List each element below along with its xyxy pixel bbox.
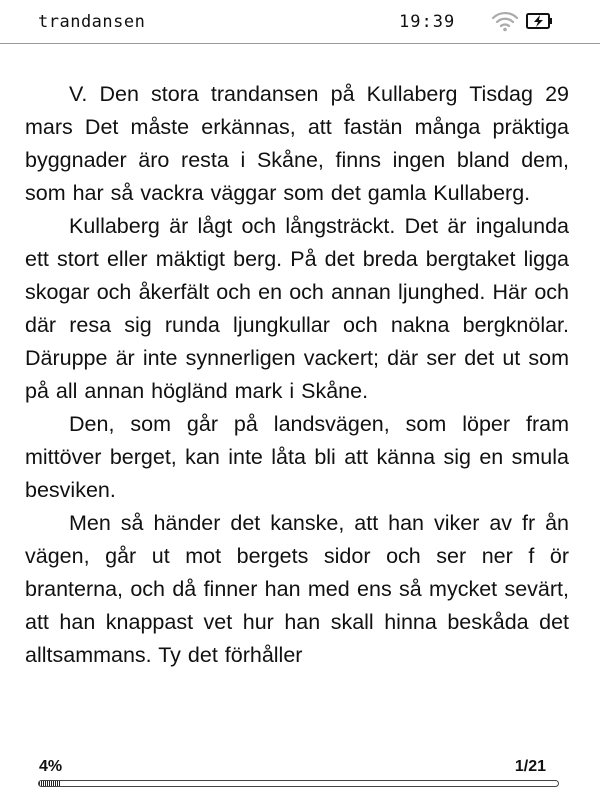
paragraph: Den, som går på landsvägen, som löper fram mittöver berget, kan inte låta bli att känna sig en smula besviken. bbox=[25, 412, 569, 502]
status-bar bbox=[0, 0, 600, 44]
reading-progress-percent: 4% bbox=[39, 758, 63, 775]
paragraph: Men så händer det kanske, att han viker av fr ån vägen, går ut mot bergets sidor och ser ner f ör branterna, och då finner han med ens så mycket sevärt, att han knappast vet hur han skall hinna beskåda det alltsammans. Ty det förhåller bbox=[25, 511, 569, 667]
paragraph: V. Den stora trandansen på Kullaberg Tisdag 29 mars Det måste erkännas, att fastän många präktiga byggnader äro resta i Skåne, finns ingen bland dem, som har så vackra väggar som det gamla Kullaberg. bbox=[25, 82, 569, 205]
paragraph: Kullaberg är lågt och långsträckt. Det är ingalunda ett stort eller mäktigt berg. På det breda bergtaket ligga skogar och åkerfält och en och annan ljunghed. Här och där resa sig runda ljungkullar och nakna bergknölar. Däruppe är inte synnerligen vackert; där ser det ut som på all annan högländ mark i Skåne. bbox=[25, 214, 569, 403]
progress-bar-fill bbox=[39, 781, 60, 786]
wifi-icon bbox=[491, 10, 519, 32]
page-indicator: 1/21 bbox=[514, 758, 546, 775]
book-title: trandansen bbox=[38, 12, 146, 32]
reading-pane[interactable] bbox=[25, 78, 569, 738]
battery-charging-icon bbox=[526, 12, 554, 30]
clock: 19:39 bbox=[399, 12, 456, 32]
progress-bar[interactable] bbox=[38, 780, 559, 787]
